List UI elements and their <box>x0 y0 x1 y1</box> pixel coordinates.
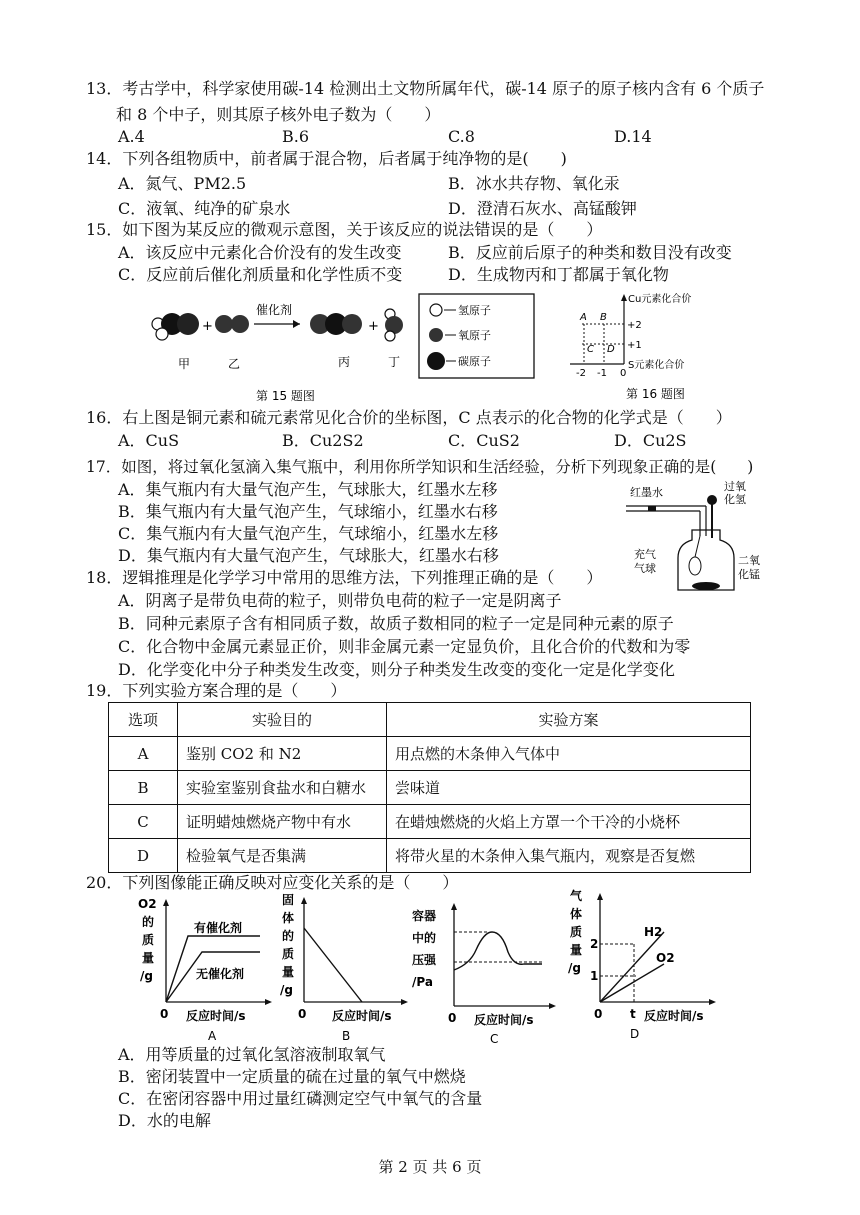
cell-option: A <box>109 737 178 771</box>
table-row <box>109 771 751 805</box>
q20-option-a: A．用等质量的过氧化氢溶液制取氧气 <box>118 1045 386 1064</box>
q13-line2: 和 8 个中子，则其原子核外电子数为（ ） <box>116 105 441 124</box>
point-b: B <box>600 312 607 323</box>
cell-purpose: 实验室鉴别食盐水和白糖水 <box>178 771 387 805</box>
q18-option-b: B．同种元素原子含有相同质子数，故质子数相同的粒子一定是同种元素的原子 <box>118 614 674 633</box>
cell-option: C <box>109 805 178 839</box>
svg-text:0: 0 <box>594 1007 603 1021</box>
q19-table <box>108 702 751 873</box>
svg-text:0: 0 <box>448 1011 457 1025</box>
q20-graph-d <box>566 886 736 1046</box>
plus-2: + <box>368 319 379 334</box>
q16-option-d: D．Cu2S <box>614 431 687 450</box>
q17-stem: 17．如图，将过氧化氢滴入集气瓶中，利用你所学知识和生活经验，分析下列现象正确的是( ) <box>86 458 754 476</box>
cell-plan: 用点燃的木条伸入气体中 <box>387 737 751 771</box>
red-ink-label: 红墨水 <box>630 486 663 499</box>
header-plan: 实验方案 <box>387 703 751 737</box>
q15-option-b: B．反应前后原子的种类和数目没有改变 <box>448 243 732 262</box>
molecule-bing <box>310 313 362 335</box>
q19-stem: 19．下列实验方案合理的是（ ） <box>86 681 347 700</box>
q13-option-b: B.6 <box>282 127 310 146</box>
q18-stem: 18．逻辑推理是化学学习中常用的思维方法，下列推理正确的是（ ） <box>86 568 603 587</box>
cell-plan: 尝味道 <box>387 771 751 805</box>
q16-option-a: A．CuS <box>118 431 180 450</box>
svg-text:O2: O2 <box>138 897 157 911</box>
q15-option-a: A．该反应中元素化合价没有的发生改变 <box>118 243 402 262</box>
cell-purpose: 证明蜡烛燃烧产物中有水 <box>178 805 387 839</box>
svg-text:O2: O2 <box>656 951 675 965</box>
cell-option: B <box>109 771 178 805</box>
label-jia: 甲 <box>178 357 191 371</box>
q20-graph-c <box>412 898 562 1048</box>
svg-text:H2: H2 <box>644 925 663 939</box>
xtick-neg1: -1 <box>597 368 607 379</box>
q18-option-c: C．化合物中金属元素显正价，则非金属元素一定显负价，且化合价的代数和为零 <box>118 637 691 656</box>
svg-text:固: 固 <box>282 893 295 907</box>
q15-stem: 15．如下图为某反应的微观示意图，关于该反应的说法错误的是（ ） <box>86 220 603 239</box>
svg-text:B: B <box>342 1029 351 1043</box>
q17-option-a: A．集气瓶内有大量气泡产生，气球胀大，红墨水左移 <box>118 480 498 499</box>
series-h2 <box>600 932 664 1002</box>
table-row <box>109 737 751 771</box>
svg-text:反应时间/s: 反应时间/s <box>332 1009 392 1023</box>
q14-option-c: C．液氧、纯净的矿泉水 <box>118 199 291 218</box>
q16-coordinate-figure <box>560 290 720 405</box>
svg-text:的: 的 <box>142 915 155 929</box>
svg-text:体: 体 <box>282 911 295 925</box>
svg-text:量: 量 <box>282 965 295 979</box>
svg-text:有催化剂: 有催化剂 <box>194 921 243 935</box>
label-bing: 丙 <box>338 355 351 369</box>
header-purpose: 实验目的 <box>178 703 387 737</box>
balloon <box>689 557 701 575</box>
catalyst-label: 催化剂 <box>256 303 293 317</box>
point-d: D <box>607 344 615 355</box>
q20-graph-b <box>276 890 416 1044</box>
svg-text:容器: 容器 <box>412 909 437 923</box>
plus-1: + <box>202 319 213 334</box>
q13-option-d: D.14 <box>614 127 652 146</box>
q15-option-d: D．生成物丙和丁都属于氧化物 <box>448 265 669 284</box>
ytick-plus2: +2 <box>627 320 642 331</box>
ytick-plus1: +1 <box>627 340 642 351</box>
legend-hydrogen: 氢原子 <box>458 304 491 317</box>
label-ding: 丁 <box>388 355 401 369</box>
q15-caption: 第 15 题图 <box>256 389 315 403</box>
svg-text:C: C <box>490 1032 499 1046</box>
mno2-label-2: 化锰 <box>738 568 760 581</box>
series-o2 <box>600 964 664 1002</box>
svg-text:量: 量 <box>570 943 583 957</box>
svg-text:2: 2 <box>590 937 599 951</box>
svg-text:量: 量 <box>142 951 155 965</box>
point-a: A <box>580 312 587 323</box>
x-axis-label: S元素化合价 <box>628 360 685 371</box>
svg-text:0: 0 <box>160 1007 169 1021</box>
q16-option-b: B．Cu2S2 <box>282 431 364 450</box>
svg-text:A: A <box>208 1029 217 1043</box>
svg-text:反应时间/s: 反应时间/s <box>186 1009 246 1023</box>
svg-text:/g: /g <box>140 969 153 983</box>
label-yi: 乙 <box>228 357 241 371</box>
header-option: 选项 <box>109 703 178 737</box>
svg-text:/Pa: /Pa <box>412 975 433 989</box>
balloon-label-2: 气球 <box>634 562 656 575</box>
q20-option-c: C．在密闭容器中用过量红磷测定空气中氧气的含量 <box>118 1089 483 1108</box>
cell-plan: 在蜡烛燃烧的火焰上方罩一个干冷的小烧杯 <box>387 805 751 839</box>
y-axis-label: Cu元素化合价 <box>628 294 692 305</box>
svg-text:质: 质 <box>570 925 583 939</box>
svg-text:压强: 压强 <box>412 953 437 967</box>
svg-text:0: 0 <box>298 1007 307 1021</box>
q17-apparatus-figure <box>620 478 770 598</box>
svg-text:的: 的 <box>282 929 295 943</box>
q20-graph-a <box>136 894 276 1044</box>
q14-option-b: B．冰水共存物、氧化汞 <box>448 174 620 193</box>
q13-option-c: C.8 <box>448 127 475 146</box>
cell-purpose: 鉴别 CO2 和 N2 <box>178 737 387 771</box>
q16-caption: 第 16 题图 <box>626 387 685 401</box>
gas-bottle <box>678 530 734 590</box>
mno2-solid <box>692 582 720 590</box>
svg-text:1: 1 <box>590 969 599 983</box>
q16-option-c: C．CuS2 <box>448 431 520 450</box>
balloon-label-1: 充气 <box>634 548 656 561</box>
svg-text:质: 质 <box>282 947 295 961</box>
point-c: C <box>587 344 594 355</box>
xtick-zero: 0 <box>620 368 627 379</box>
q18-option-a: A．阴离子是带负电荷的粒子，则带负电荷的粒子一定是阴离子 <box>118 591 562 610</box>
svg-text:/g: /g <box>568 961 581 975</box>
svg-text:反应时间/s: 反应时间/s <box>474 1013 534 1027</box>
h2o2-label-2: 化氢 <box>724 493 746 506</box>
legend-carbon: 碳原子 <box>458 355 491 368</box>
mno2-label-1: 二氧 <box>738 554 760 567</box>
q20-option-b: B．密闭装置中一定质量的硫在过量的氧气中燃烧 <box>118 1067 466 1086</box>
q17-option-c: C．集气瓶内有大量气泡产生，气球缩小，红墨水左移 <box>118 524 499 543</box>
series-solid-mass <box>304 928 362 1002</box>
svg-text:质: 质 <box>142 933 155 947</box>
svg-text:t: t <box>630 1007 636 1021</box>
q15-option-c: C．反应前后催化剂质量和化学性质不变 <box>118 265 403 284</box>
q16-stem: 16．右上图是铜元素和硫元素常见化合价的坐标图，C 点表示的化合物的化学式是（ ） <box>86 408 732 427</box>
q17-option-d: D．集气瓶内有大量气泡产生，气球胀大，红墨水右移 <box>118 546 499 565</box>
svg-text:无催化剂: 无催化剂 <box>196 967 245 981</box>
q20-option-d: D．水的电解 <box>118 1111 211 1130</box>
series-pressure <box>454 932 542 970</box>
cell-option: D <box>109 839 178 873</box>
svg-text:D: D <box>630 1027 640 1041</box>
svg-text:反应时间/s: 反应时间/s <box>644 1009 704 1023</box>
molecule-yi <box>215 315 249 333</box>
q13-option-a: A.4 <box>118 127 145 146</box>
q18-option-d: D．化学变化中分子种类发生改变，则分子种类发生改变的变化一定是化学变化 <box>118 660 675 679</box>
svg-text:/g: /g <box>280 983 293 997</box>
q14-option-d: D．澄清石灰水、高锰酸钾 <box>448 199 637 218</box>
h2o2-label-1: 过氧 <box>724 480 746 493</box>
q15-reaction-figure <box>140 290 540 410</box>
q13-line1: 13．考古学中，科学家使用碳-14 检测出土文物所属年代，碳-14 原子的原子核内含有 6 个质子 <box>86 79 765 98</box>
table-header-row <box>109 703 751 737</box>
svg-text:体: 体 <box>570 907 583 921</box>
page-footer: 第 2 页 共 6 页 <box>378 1158 482 1176</box>
xtick-neg2: -2 <box>576 368 586 379</box>
table-row <box>109 839 751 873</box>
svg-text:气: 气 <box>570 889 583 903</box>
q14-option-a: A．氮气、PM2.5 <box>118 174 247 193</box>
q17-option-b: B．集气瓶内有大量气泡产生，气球缩小，红墨水右移 <box>118 502 498 521</box>
q14-stem: 14．下列各组物质中，前者属于混合物，后者属于纯净物的是( ) <box>86 149 567 168</box>
molecule-ding <box>385 309 403 341</box>
cell-plan: 将带火星的木条伸入集气瓶内，观察是否复燃 <box>387 839 751 873</box>
legend-oxygen: 氧原子 <box>458 329 491 342</box>
svg-text:中的: 中的 <box>412 931 437 945</box>
table-row <box>109 805 751 839</box>
q20-stem: 20．下列图像能正确反映对应变化关系的是（ ） <box>86 873 459 892</box>
cell-purpose: 检验氧气是否集满 <box>178 839 387 873</box>
molecule-jia <box>152 313 199 340</box>
